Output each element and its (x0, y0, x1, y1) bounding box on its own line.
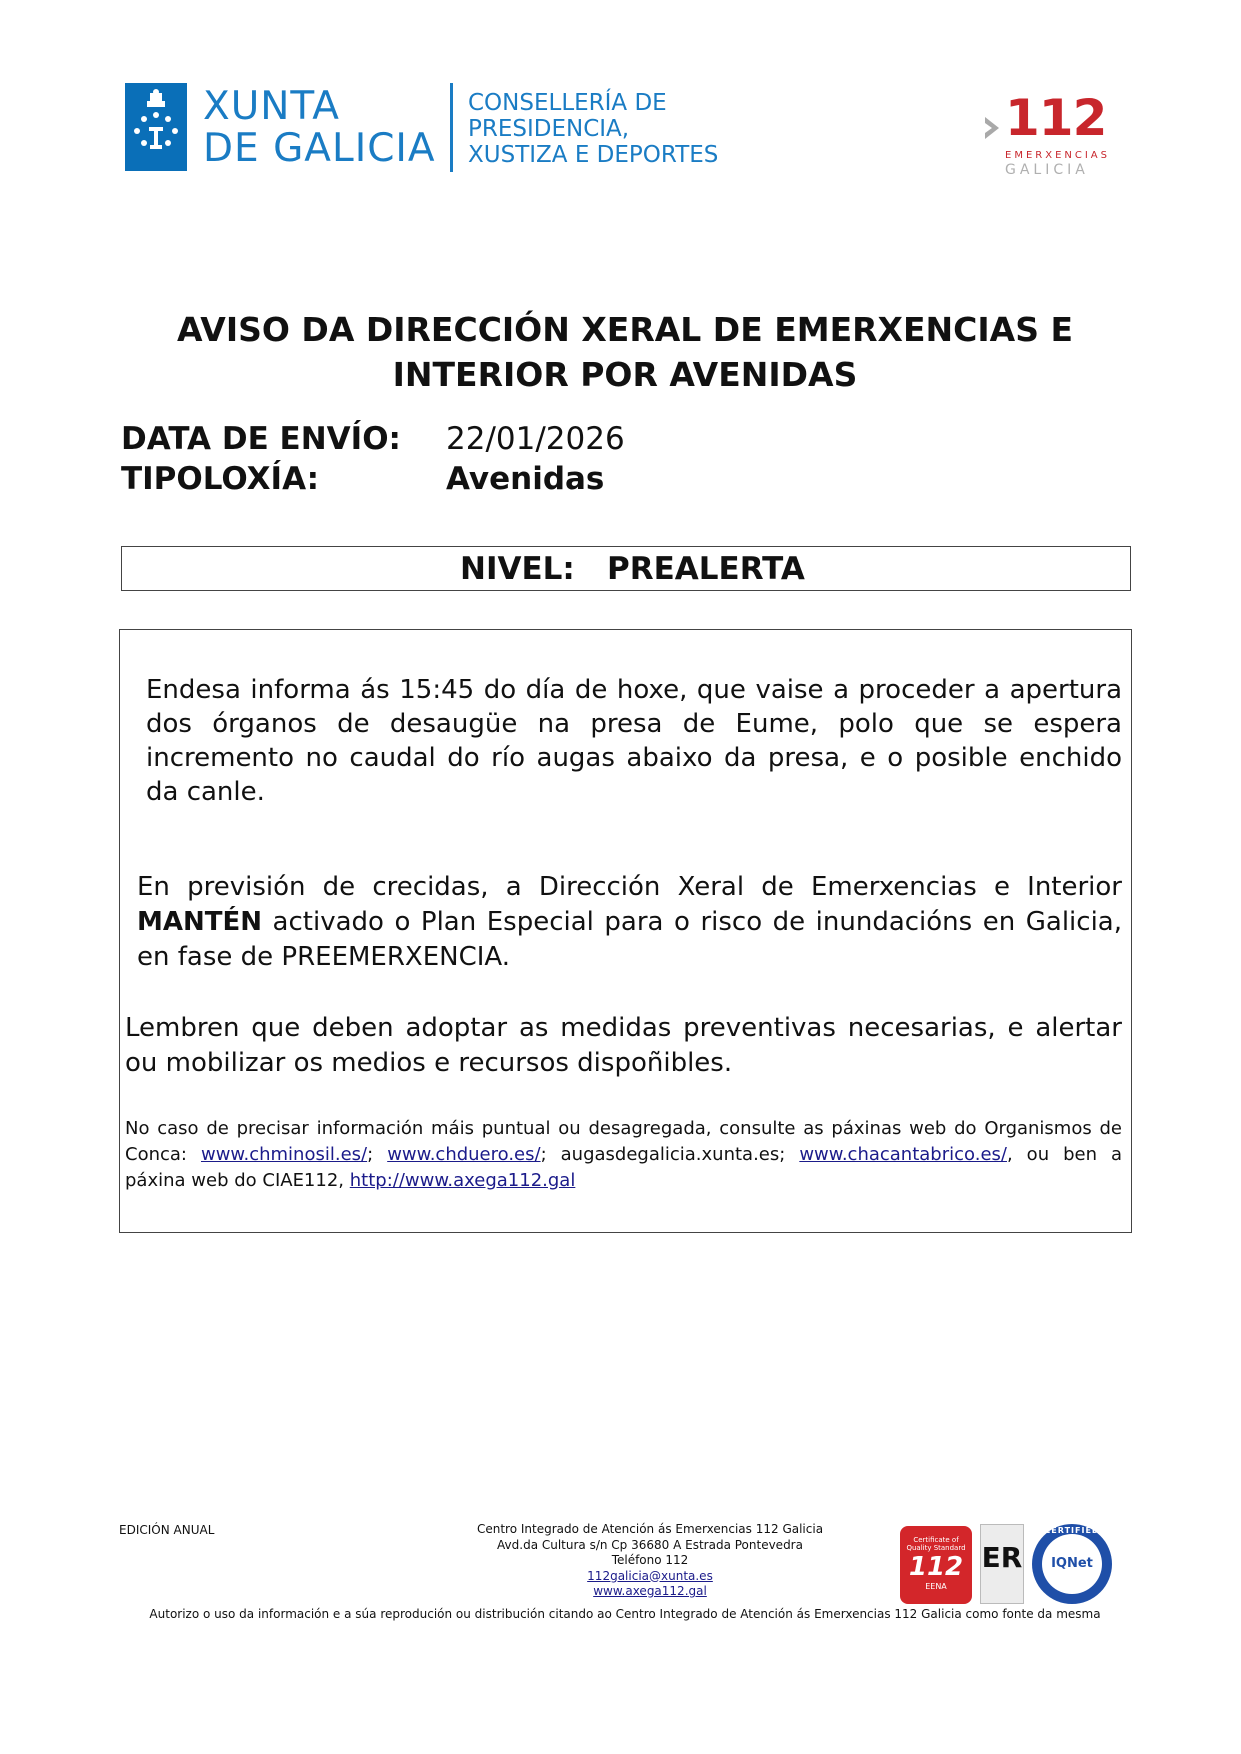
title-line2: INTERIOR POR AVENIDAS (392, 355, 858, 394)
xunta-cross-icon (125, 83, 187, 171)
type-label: TIPOLOXÍA: (121, 461, 320, 497)
badge-iqnet (1032, 1524, 1112, 1604)
conselleria-line1: CONSELLERÍA DE (468, 90, 667, 116)
conselleria-line3: XUSTIZA E DEPORTES (468, 142, 719, 168)
header-divider (450, 83, 453, 172)
badge1-text: Certificate of Quality Standard (906, 1536, 966, 1552)
badge1-number: 112 (908, 1552, 964, 1582)
edition-label: EDICIÓN ANUAL (119, 1523, 215, 1537)
page-title (130, 307, 1120, 397)
paragraph-endesa (146, 673, 1122, 809)
ciae-street: Avd.da Cultura s/n Cp 36680 A Estrada Pontevedra (497, 1537, 803, 1552)
paragraph-links (125, 1116, 1122, 1194)
links-sep1: ; (367, 1144, 374, 1165)
authorization-note: Autorizo o uso da información e a súa reprodución ou distribución citando ao Centro Integrado de Atención ás Emerxencias 112 Galicia como fonte da mesma (149, 1607, 1101, 1621)
plan-post: activado o Plan Especial para o risco de inundacións en Galicia, en fase de PREEMERXENCIA. (137, 907, 1122, 972)
link-chduero[interactable]: www.chduero.es/ (387, 1144, 541, 1165)
title-line1: AVISO DA DIRECCIÓN XERAL DE EMERXENCIAS E (177, 310, 1073, 349)
endesa-rest: que vaise a proceder a apertura dos órganos de desaugüe na presa de Eume, polo que se espera incremento no caudal do río augas abaixo da presa, e o posible enchido da canle. (146, 675, 1123, 807)
xunta-line1: XUNTA (203, 84, 340, 129)
emerxencias-112-logo (985, 89, 1130, 180)
type-value: Avenidas (446, 461, 605, 497)
link-axega112[interactable]: http://www.axega112.gal (349, 1170, 576, 1191)
ciae-web-link[interactable]: www.axega112.gal (593, 1584, 707, 1598)
ciae-email-link[interactable]: 112galicia@xunta.es (587, 1568, 713, 1583)
links-mid: ; augasdegalicia.xunta.es; (540, 1144, 786, 1165)
conselleria-line2: PRESIDENCIA, (468, 116, 630, 142)
certification-badges (900, 1520, 1125, 1605)
links-mid2: , ou ben a páxina web do CIAE112, (125, 1144, 1123, 1191)
date-label: DATA DE ENVÍO: (121, 421, 401, 457)
ciae-name: Centro Integrado de Atención ás Emerxencias 112 Galicia (476, 1522, 824, 1536)
level-value: PREALERTA (607, 551, 805, 587)
logo-emerxencias: EMERXENCIAS (1005, 150, 1110, 161)
badge1-sub: EENA (925, 1582, 947, 1591)
xunta-shield-logo (125, 83, 187, 171)
level-label: NIVEL: (460, 551, 575, 587)
logo-112-number: 112 (1005, 89, 1107, 147)
badge-112-quality (900, 1526, 972, 1604)
xunta-wordmark (203, 86, 436, 170)
link-chacantabrico[interactable]: www.chacantabrico.es/ (799, 1144, 1007, 1165)
date-value: 22/01/2026 (446, 421, 625, 457)
badge3-text: IQNet (1051, 1556, 1093, 1571)
logo-galicia: GALICIA (1005, 162, 1089, 178)
plan-bold: MANTÉN (137, 907, 263, 937)
paragraph-plan (137, 870, 1122, 975)
xunta-line2: DE GALICIA (203, 126, 436, 171)
endesa-lead: Endesa informa ás 15:45 do día de hoxe, (146, 675, 688, 705)
paragraph-measures: Lembren que deben adoptar as medidas preventivas necesarias, e alertar ou mobilizar os medios e recursos dispoñibles. (125, 1013, 1122, 1078)
ciae-address (440, 1522, 860, 1600)
badge2-text: ER (981, 1541, 1023, 1574)
plan-pre: En previsión de crecidas, a Dirección Xeral de Emerxencias e Interior (137, 872, 1122, 902)
ciae-phone: Teléfono 112 (611, 1553, 689, 1567)
badge3-ring: CERTIFIED (1044, 1526, 1100, 1535)
link-chminosil[interactable]: www.chminosil.es/ (200, 1144, 368, 1165)
badge-aenor-er (980, 1524, 1024, 1604)
conselleria-name (468, 90, 718, 168)
links-intro: No caso de precisar información máis puntual ou desagregada, consulte as páxinas web do Organismos de Conca: (125, 1118, 1122, 1165)
